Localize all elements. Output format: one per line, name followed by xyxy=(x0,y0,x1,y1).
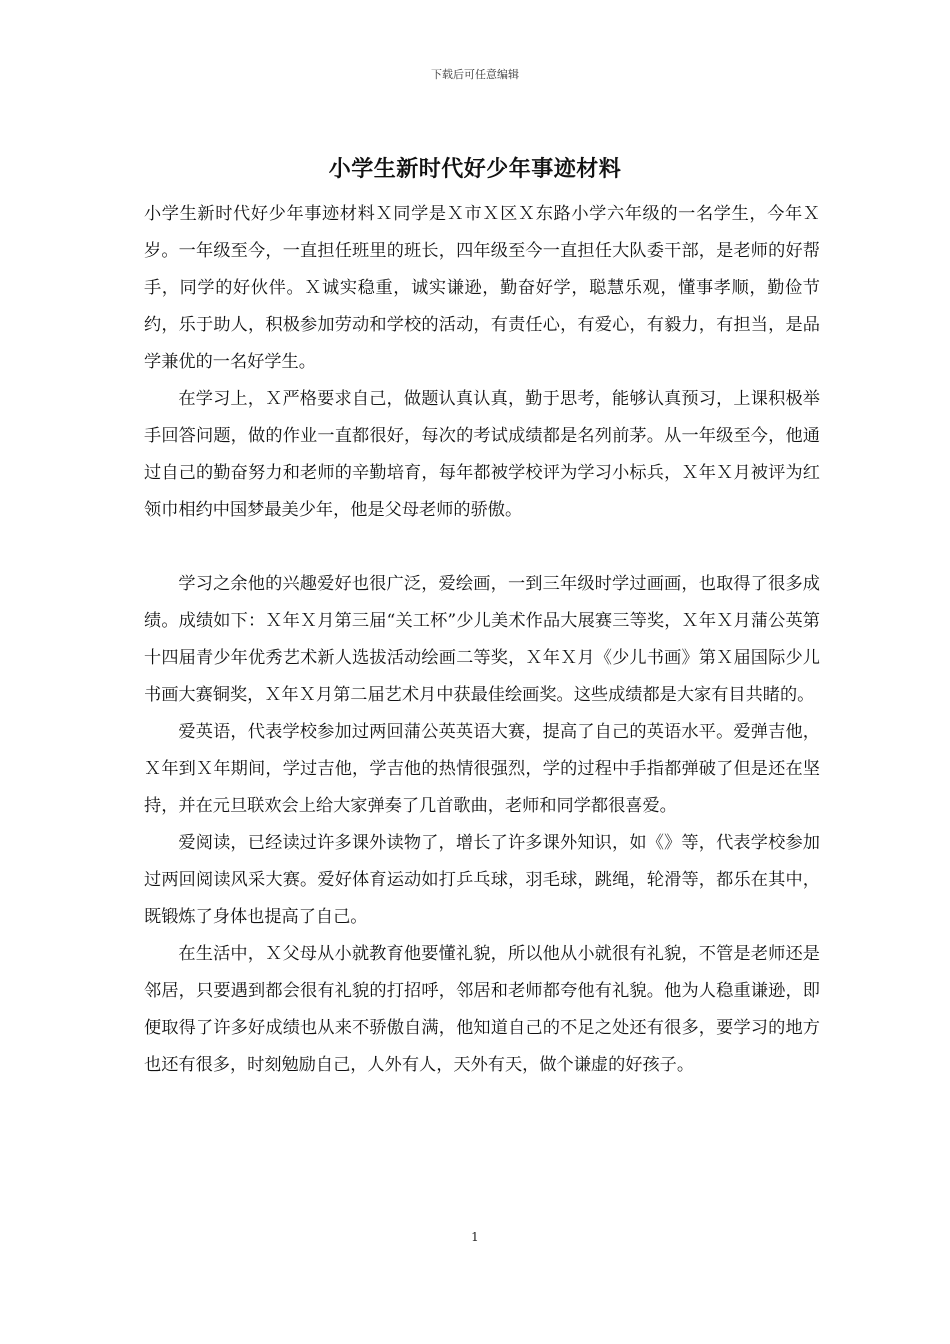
paragraph-english-guitar: 爱英语，代表学校参加过两回蒲公英英语大赛，提高了自己的英语水平。爱弹吉他，Ｘ年到Ｘ年期间，学过吉他，学吉他的热情很强烈，学的过程中手指都弹破了但是还在坚持，并在元旦联欢会上给大家弹奏了几首歌曲，老师和同学都很喜爱。 xyxy=(144,722,820,816)
document-body xyxy=(144,196,820,1084)
header-note: 下载后可任意编辑 xyxy=(431,68,519,81)
paragraph-reading-sports: 爱阅读，已经读过许多课外读物了，增长了许多课外知识，如《》等，代表学校参加过两回阅读风采大赛。爱好体育运动如打乒乓球，羽毛球，跳绳，轮滑等，都乐在其中，既锻炼了身体也提高了自己。 xyxy=(144,833,820,927)
paragraph-life: 在生活中，Ｘ父母从小就教育他要懂礼貌，所以他从小就很有礼貌，不管是老师还是邻居，只要遇到都会很有礼貌的打招呼，邻居和老师都夸他有礼貌。他为人稳重谦逊，即便取得了许多好成绩也从来不骄傲自满，他知道自己的不足之处还有很多，要学习的地方也还有很多，时刻勉励自己，人外有人，天外有天，做个谦虚的好孩子。 xyxy=(144,944,820,1075)
blank-line xyxy=(144,529,820,566)
paragraph-intro: 小学生新时代好少年事迹材料Ｘ同学是Ｘ市Ｘ区Ｘ东路小学六年级的一名学生，今年Ｘ岁。一年级至今，一直担任班里的班长，四年级至今一直担任大队委干部，是老师的好帮手，同学的好伙伴。Ｘ诚实稳重，诚实谦逊，勤奋好学，聪慧乐观，懂事孝顺，勤俭节约，乐于助人，积极参加劳动和学校的活动，有责任心，有爱心，有毅力，有担当，是品学兼优的一名好学生。 xyxy=(144,204,820,372)
page-number: 1 xyxy=(471,1230,479,1244)
document-title: 小学生新时代好少年事迹材料 xyxy=(328,157,622,182)
paragraph-study: 在学习上，Ｘ严格要求自己，做题认真认真，勤于思考，能够认真预习，上课积极举手回答问题，做的作业一直都很好，每次的考试成绩都是名列前茅。从一年级至今，他通过自己的勤奋努力和老师的辛勤培育，每年都被学校评为学习小标兵，Ｘ年Ｘ月被评为红领巾相约中国梦最美少年，他是父母老师的骄傲。 xyxy=(144,389,820,520)
paragraph-hobbies: 学习之余他的兴趣爱好也很广泛，爱绘画，一到三年级时学过画画，也取得了很多成绩。成绩如下：Ｘ年Ｘ月第三届“关工杯”少儿美术作品大展赛三等奖，Ｘ年Ｘ月蒲公英第十四届青少年优秀艺术新人选拔活动绘画二等奖，Ｘ年Ｘ月《少儿书画》第Ｘ届国际少儿书画大赛铜奖，Ｘ年Ｘ月第二届艺术月中获最佳绘画奖。这些成绩都是大家有目共睹的。 xyxy=(144,574,820,705)
